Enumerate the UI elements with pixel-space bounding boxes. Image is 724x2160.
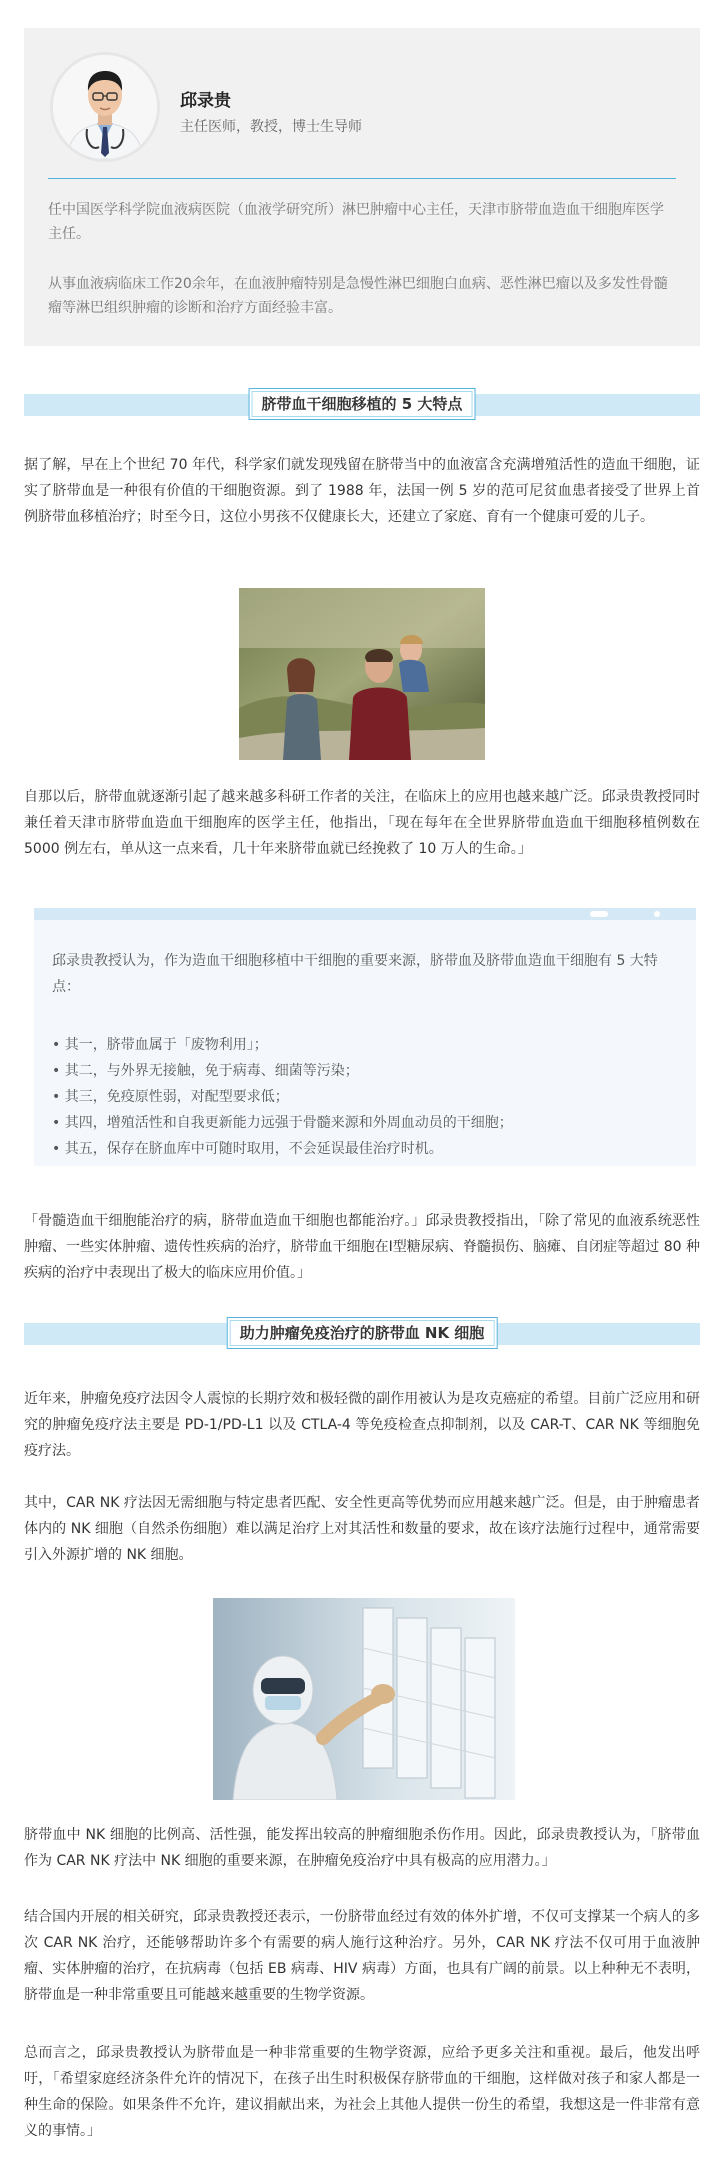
- features-callout-box: [34, 908, 696, 1166]
- list-item: • 其二，与外界无接触，免于病毒、细菌等污染；: [52, 1058, 678, 1084]
- profile-divider: [48, 178, 676, 179]
- list-item: • 其四，增殖活性和自我更新能力远强于骨髓来源和外周血动员的干细胞；: [52, 1110, 678, 1136]
- callout-top-bar: [34, 908, 696, 920]
- callout-intro: 邱录贵教授认为，作为造血干细胞移植中干细胞的重要来源，脐带血及脐带血造血干细胞有 5 大特点：: [52, 953, 658, 995]
- avatar: [50, 52, 160, 162]
- paragraph: 其中，CAR NK 疗法因无需细胞与特定患者匹配、安全性更高等优势而应用越来越广泛。但是，由于肿瘤患者体内的 NK 细胞（自然杀伤细胞）难以满足治疗上对其活性和数量的要求，故在该疗法施行过程中，通常需要引入外源扩增的 NK 细胞。: [24, 1495, 700, 1563]
- author-profile-card: [24, 28, 700, 346]
- author-bio-experience: 从事血液病临床工作20余年，在血液肿瘤特别是急慢性淋巴细胞白血病、恶性淋巴瘤以及多发性骨髓瘤等淋巴组织肿瘤的诊断和治疗方面经验丰富。: [48, 276, 668, 316]
- section-heading-band: [24, 1323, 700, 1345]
- paragraph: 据了解，早在上个世纪 70 年代，科学家们就发现残留在脐带当中的血液富含充满增殖活性的造血干细胞，证实了脐带血是一种很有价值的干细胞资源。到了 1988 年，法国一例 5 岁的范可尼贫血患者接受了世界上首例脐带血移植治疗；时至今日，这位小男孩不仅健康长大，还建立了家庭、育有一个健康可爱的儿子。: [24, 457, 700, 525]
- list-item: • 其五，保存在脐血库中可随时取用，不会延误最佳治疗时机。: [52, 1136, 678, 1162]
- author-name: 邱录贵: [180, 91, 231, 111]
- section-heading: 脐带血干细胞移植的 5 大特点: [249, 388, 476, 420]
- section-heading-band: [24, 394, 700, 416]
- author-title: 主任医师，教授，博士生导师: [180, 119, 362, 135]
- paragraph: 总而言之，邱录贵教授认为脐带血是一种非常重要的生物学资源，应给予更多关注和重视。最后，他发出呼吁，「希望家庭经济条件允许的情况下，在孩子出生时积极保存脐带血的干细胞，这样做对孩子和家人都是一种生命的保险。如果条件不允许，建议捐献出来，为社会上其他人提供一份生的希望，我想这是一件非常有意义的事情。」: [24, 2045, 700, 2139]
- list-item: • 其三，免疫原性弱，对配型要求低；: [52, 1084, 678, 1110]
- list-item: • 其一，脐带血属于「废物利用」；: [52, 1032, 678, 1058]
- paragraph: 脐带血中 NK 细胞的比例高、活性强，能发挥出较高的肿瘤细胞杀伤作用。因此，邱录贵教授认为，「脐带血作为 CAR NK 疗法中 NK 细胞的重要来源，在肿瘤免疫治疗中具有极高的应用潜力。」: [24, 1827, 700, 1869]
- paragraph: 「骨髓造血干细胞能治疗的病，脐带血造血干细胞也都能治疗。」邱录贵教授指出，「除了常见的血液系统恶性肿瘤、一些实体肿瘤、遗传性疾病的治疗，脐带血干细胞在Ⅰ型糖尿病、脊髓损伤、脑瘫、自闭症等超过 80 种疾病的治疗中表现出了极大的临床应用价值。」: [24, 1213, 700, 1281]
- paragraph: 结合国内开展的相关研究，邱录贵教授还表示，一份脐带血经过有效的体外扩增，不仅可支撑某一个病人的多次 CAR NK 治疗，还能够帮助许多个有需要的病人施行这种治疗。另外，CAR NK 疗法不仅可用于血液肿瘤、实体肿瘤的治疗，在抗病毒（包括 EB 病毒、HIV 病毒）方面，也具有广阔的前景。以上种种无不表明，脐带血是一种非常重要且可能越来越重要的生物学资源。: [24, 1909, 700, 2003]
- paragraph: 自那以后，脐带血就逐渐引起了越来越多科研工作者的关注，在临床上的应用也越来越广泛。邱录贵教授同时兼任着天津市脐带血造血干细胞库的医学主任，他指出，「现在每年在全世界脐带血造血干细胞移植例数在 5000 例左右，单从这一点来看，几十年来脐带血就已经挽救了 10 万人的生命。」: [24, 789, 700, 857]
- decoration-dash: [590, 911, 608, 917]
- family-photo: [239, 588, 485, 760]
- paragraph: 近年来，肿瘤免疫疗法因令人震惊的长期疗效和极轻微的副作用被认为是攻克癌症的希望。目前广泛应用和研究的肿瘤免疫疗法主要是 PD-1/PD-L1 以及 CTLA-4 等免疫检查点抑制剂，以及 CAR-T、CAR NK 等细胞免疫疗法。: [24, 1391, 700, 1459]
- section-heading: 助力肿瘤免疫治疗的脐带血 NK 细胞: [227, 1317, 498, 1349]
- lab-photo: [213, 1598, 515, 1800]
- features-list: [52, 1032, 678, 1162]
- author-bio-position: 任中国医学科学院血液病医院（血液学研究所）淋巴肿瘤中心主任，天津市脐带血造血干细胞库医学主任。: [48, 202, 664, 242]
- decoration-dot: [654, 911, 660, 917]
